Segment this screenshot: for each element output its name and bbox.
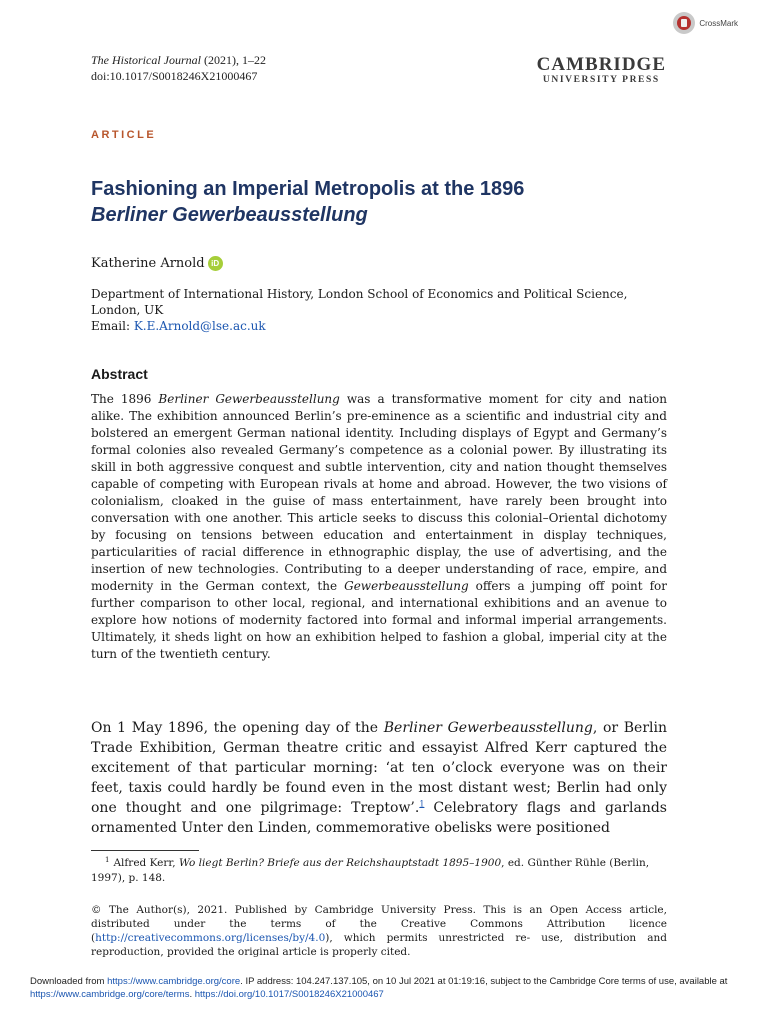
footnote-italic: Wo liegt Berlin? Briefe aus der Reichshauptstadt 1895–1900 bbox=[178, 857, 502, 869]
terms-link[interactable]: https://www.cambridge.org/core/terms bbox=[30, 989, 190, 1000]
footnote-part: , ed. Günther Rühle (Berlin, 1997), p. 148. bbox=[91, 857, 650, 884]
crossmark-label: CrossMark bbox=[699, 18, 738, 28]
copyright-notice bbox=[91, 903, 667, 959]
abstract-part: was a transformative moment for city and nation alike. The exhibition announced Berlin’s pre-eminence as a scientific and industrial city and bolstered an emergent German national identity. Including displays of Egypt and Germany’s formal colonies also revealed Germany’s competence as a colonial power. By illustrating its skill in both aggressive conquest and subtle intervention, city and nation thought themselves capable of competing with European rivals at home and abroad. However, the two visions of colonialism, cloaked in the guise of mass entertainment, have rarely been brought into conversation with one another. This article seeks to discuss this colonial–Oriental dichotomy by focusing on tensions between education and entertainment in display techniques, particularities of racial difference in ethnographic display, the use of advertising, and the insertion of new technologies. Contributing to a deeper understanding of race, empire, and modernity in the German context, the bbox=[91, 392, 667, 593]
download-part: . IP address: 104.247.137.105, on 10 Jul 2021 at 01:19:16, subject to the Cambridge Core terms of use, available at bbox=[240, 976, 728, 987]
email-link[interactable]: K.E.Arnold@lse.ac.uk bbox=[133, 319, 266, 333]
footnote-ref-link[interactable]: 1 bbox=[419, 799, 425, 809]
license-link[interactable]: http://creativecommons.org/licenses/by/4.0 bbox=[95, 932, 326, 944]
crossmark-icon bbox=[673, 12, 695, 34]
title-italic: Berliner Gewerbeausstellung bbox=[91, 204, 368, 226]
journal-name: The Historical Journal bbox=[91, 53, 201, 67]
publisher-logo bbox=[537, 56, 666, 86]
journal-meta: (2021), 1–22 bbox=[201, 53, 266, 67]
footnote bbox=[91, 856, 667, 886]
abstract-italic: Gewerbeausstellung bbox=[344, 579, 469, 593]
copyright-part: © The Author(s), 2021. Published by Cambridge University Press. This is an Open Access article, distributed under the terms of the Creative Commons Attribution licence ( bbox=[91, 904, 667, 944]
publisher-name: CAMBRIDGE bbox=[536, 54, 666, 75]
footnote-number: 1 bbox=[105, 855, 110, 864]
body-paragraph bbox=[91, 718, 667, 838]
download-part: Downloaded from bbox=[30, 976, 108, 987]
affiliation-line-2: London, UK bbox=[91, 303, 164, 317]
article-type-label: ARTICLE bbox=[91, 129, 157, 141]
doi: doi:10.1017/S0018246X21000467 bbox=[91, 69, 258, 83]
title-main: Fashioning an Imperial Metropolis at the 1896 bbox=[91, 178, 525, 200]
doi-link[interactable]: https://doi.org/10.1017/S0018246X21000467 bbox=[194, 989, 384, 1000]
abstract-heading: Abstract bbox=[91, 366, 148, 382]
abstract-part: The 1896 bbox=[91, 392, 159, 406]
orcid-icon[interactable]: iD bbox=[208, 256, 223, 271]
body-part: Celebratory flags and garlands ornamented Unter den Linden, commemorative obelisks were positioned bbox=[91, 800, 667, 836]
abstract-text bbox=[91, 391, 667, 663]
body-italic: Berliner Gewerbeausstellung bbox=[383, 720, 593, 736]
download-notice bbox=[30, 975, 740, 1001]
abstract-italic: Berliner Gewerbeausstellung bbox=[158, 392, 340, 406]
body-part: On 1 May 1896, the opening day of the bbox=[91, 720, 384, 736]
affiliation bbox=[91, 286, 671, 334]
footnote-part: Alfred Kerr, bbox=[113, 857, 179, 869]
journal-citation bbox=[91, 52, 266, 84]
author-line bbox=[91, 256, 223, 271]
email-label: Email: bbox=[91, 319, 134, 333]
body-part: , or Berlin Trade Exhibition, German theatre critic and essayist Alfred Kerr captured the excitement of that particular morning: ‘at ten o’clock everyone was on their feet, taxis could hardly be found even in the most distant west; Berlin had only one thought and one pilgrimage: Treptow’. bbox=[91, 720, 667, 816]
crossmark-button[interactable] bbox=[673, 12, 738, 34]
publisher-subname: UNIVERSITY PRESS bbox=[542, 75, 660, 85]
affiliation-line-1: Department of International History, London School of Economics and Political Science, bbox=[91, 287, 628, 301]
download-part: . bbox=[189, 989, 195, 1000]
core-link[interactable]: https://www.cambridge.org/core bbox=[107, 976, 241, 987]
article-title bbox=[91, 176, 711, 228]
footnote-divider bbox=[91, 850, 199, 851]
author-name: Katherine Arnold bbox=[91, 256, 205, 271]
copyright-part: ), which permits unrestricted re- use, distribution and reproduction, provided the original article is properly cited. bbox=[91, 932, 667, 958]
abstract-part: offers a jumping off point for further comparison to other local, regional, and international exhibitions and an avenue to explore how notions of modernity factored into formal and informal imperial arrangements. Ultimately, it sheds light on how an exhibition helped to fashion a global, imperial city at the turn of the twentieth century. bbox=[91, 579, 667, 661]
